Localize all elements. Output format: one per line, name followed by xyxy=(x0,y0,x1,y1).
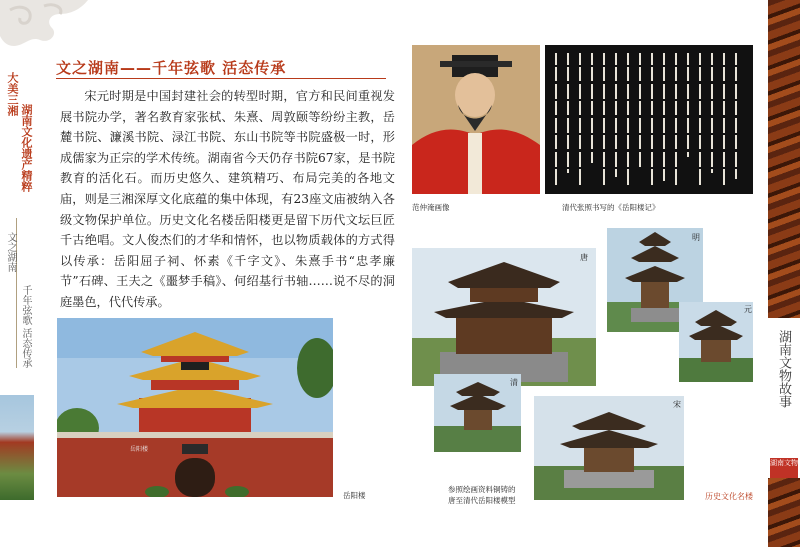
caption-famous-tower: 历史文化名楼 xyxy=(705,492,753,501)
caption-portrait: 范仲淹画像 xyxy=(412,203,450,212)
vertical-section-name: 文之湖南 xyxy=(5,232,16,272)
song-model-photo xyxy=(534,396,684,500)
title-underline xyxy=(56,78,386,79)
article-title: 文之湖南——千年弦歌 活态传承 xyxy=(56,59,287,77)
right-vertical-text: 湖南文物故事 xyxy=(776,330,791,408)
calligraphy-scroll xyxy=(545,45,753,194)
vertical-series-subtitle: 湖南文化遗产精粹 xyxy=(20,104,33,192)
vertical-section-subtitle: 千年弦歌 活态传承 xyxy=(20,285,31,369)
caption-yueyang-tower: 岳阳楼 xyxy=(343,491,366,500)
tag-ming: 明 xyxy=(692,233,700,242)
caption-calligraphy: 清代张照书写的《岳阳楼记》 xyxy=(562,203,660,212)
tag-qing: 清 xyxy=(510,378,518,387)
caption-models: 参照绘画资料铜铸的 唐至清代岳阳楼模型 xyxy=(448,485,516,505)
tower-sign: 岳阳楼 xyxy=(130,446,149,453)
left-tower-photo xyxy=(0,395,34,500)
tang-model-photo xyxy=(412,248,596,386)
seal-stamp: 湖南文物 xyxy=(770,458,798,478)
vertical-divider xyxy=(16,218,17,368)
tag-yuan: 元 xyxy=(744,305,752,314)
yueyang-tower-photo xyxy=(57,318,333,497)
tag-tang: 唐 xyxy=(580,253,588,262)
cloud-ornament-icon xyxy=(0,0,90,60)
tag-song: 宋 xyxy=(673,400,681,409)
fan-zhongyan-portrait xyxy=(412,45,540,194)
vertical-series-title: 大美三湘 xyxy=(6,72,19,116)
qing-model-photo xyxy=(434,374,521,452)
article-body: 宋元时期是中国封建社会的转型时期，官方和民间重视发展书院办学，著名教育家张栻、朱熹、周敦颐等纷纷主教，岳麓书院、濂溪书院、渌江书院、东山书院等书院盛极一时，形成儒家为正宗的学术传统。湖南省今天仍存书院67家，是书院教育的活化石。而历史悠久、建筑精巧、布局完美的各地文庙，则是三湘深厚文化底蕴的集中体现，有23座文庙被纳入各级文物保护单位。历史文化名楼岳阳楼更是留下历代文坛巨匠千古绝唱。文人俊杰们的才华和情怀，也以物质载体的方式得以传承：岳阳屈子祠、怀素《千字文》、朱熹手书“忠孝廉节”石碑、王夫之《噩梦手稿》、何绍基行书轴……说不尽的洞庭墨色，代代传承。 xyxy=(60,89,395,309)
yuan-model-photo xyxy=(679,302,753,382)
